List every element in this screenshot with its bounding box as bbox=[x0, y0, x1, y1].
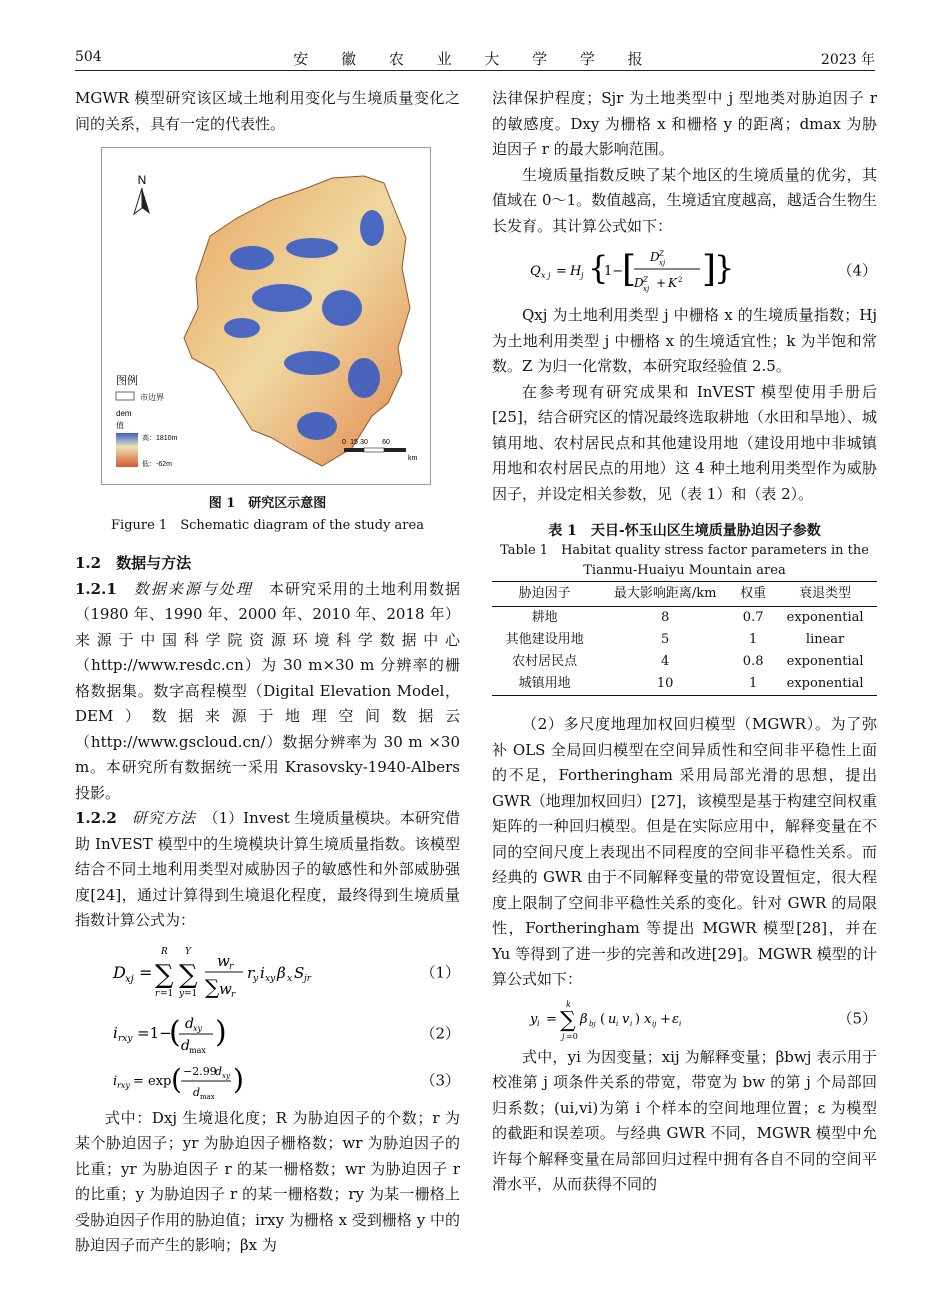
equation-1-formula bbox=[105, 938, 405, 1008]
svg-text:{: { bbox=[588, 249, 609, 287]
table-cell: 耕地 bbox=[531, 610, 558, 625]
table-cell: 城镇用地 bbox=[492, 673, 597, 696]
svg-text:D: D bbox=[113, 962, 126, 982]
table-caption-cn: 表 1 天目-怀玉山区生境质量胁迫因子参数 bbox=[548, 523, 821, 539]
subsection-1-2-2 bbox=[75, 806, 460, 934]
right-column bbox=[492, 86, 877, 1198]
scale-unit: km bbox=[408, 455, 418, 462]
table-cell: 10 bbox=[597, 673, 733, 696]
svg-text:]: ] bbox=[702, 249, 717, 290]
svg-text:d: d bbox=[215, 1064, 223, 1078]
svg-text:S: S bbox=[294, 963, 305, 982]
svg-text:}: } bbox=[714, 249, 735, 287]
paragraph: （1）Invest 生境质量模块。本研究借助 InVEST 模型中的生境模块计算生境质量指数。该模型结合不同土地利用类型对威胁因子的敏感性和外部威胁强度[24]，通过计算得到生境退化程度，最终得到生境质量指数计算公式为： bbox=[75, 809, 460, 929]
svg-text:jr: jr bbox=[304, 973, 312, 984]
svg-text:k: k bbox=[566, 999, 571, 1009]
paragraph: MGWR 模型研究该区域土地利用变化与生境质量变化之间的关系，具有一定的代表性。 bbox=[75, 89, 460, 133]
equation-number: （2） bbox=[420, 1023, 460, 1042]
svg-text:j: j bbox=[581, 271, 584, 280]
equation-5-formula bbox=[522, 997, 822, 1041]
svg-text:v: v bbox=[622, 1011, 630, 1027]
equation-number: （4） bbox=[837, 261, 877, 280]
svg-text:(: ( bbox=[171, 1062, 182, 1096]
year: 2023 年 bbox=[820, 52, 875, 68]
legend-value: 值 bbox=[116, 421, 124, 430]
svg-text:): ) bbox=[233, 1062, 244, 1096]
svg-text:=1: =1 bbox=[184, 988, 198, 999]
svg-text:xj: xj bbox=[643, 285, 650, 293]
paragraph: 在参考现有研究成果和 InVEST 模型使用手册后[25]，结合研究区的情况最终选取耕地（水田和旱地）、城镇用地、农村居民点和其他建设用地（建设用地中非城镇用地和农村居民点的用地）这 4 种土地利用类型作为威胁因子，并设定相关参数，见（表 1）和（表 2）。 bbox=[492, 382, 877, 503]
table-cell: exponential bbox=[773, 673, 877, 696]
svg-text:=: = bbox=[139, 962, 153, 982]
svg-text:=1: =1 bbox=[160, 988, 174, 999]
svg-text:D: D bbox=[650, 250, 660, 264]
svg-text:ij: ij bbox=[652, 1019, 657, 1028]
table-cell: exponential bbox=[786, 610, 864, 625]
svg-text:y: y bbox=[253, 973, 259, 984]
svg-text:d: d bbox=[181, 1037, 190, 1054]
svg-text:+: + bbox=[660, 1011, 671, 1027]
svg-text:xy: xy bbox=[265, 973, 276, 984]
svg-text:max: max bbox=[200, 1092, 215, 1101]
svg-text:R: R bbox=[161, 946, 168, 957]
table-cell: 5 bbox=[661, 632, 670, 647]
equation-4-formula bbox=[522, 243, 822, 299]
left-column bbox=[75, 86, 460, 1259]
svg-text:Z: Z bbox=[643, 276, 648, 284]
equation-3-formula bbox=[105, 1060, 405, 1102]
equation-number: （1） bbox=[420, 962, 460, 981]
paragraph: 生境质量指数反映了某个地区的生境质量的优劣，其值域在 0～1。数值越高，生境适宜度越高，越适合生物生长发育。其计算公式如下： bbox=[492, 165, 877, 235]
svg-text:i: i bbox=[537, 1018, 540, 1028]
legend-high: 高：1810m bbox=[142, 435, 178, 442]
svg-text:xy: xy bbox=[222, 1071, 230, 1080]
svg-text:β: β bbox=[277, 963, 286, 982]
equation-5 bbox=[492, 997, 877, 1041]
svg-text:i: i bbox=[616, 1019, 619, 1028]
svg-text:): ) bbox=[635, 1011, 641, 1027]
stress-factor-table bbox=[492, 581, 877, 696]
table-cell: 农村居民点 bbox=[512, 654, 578, 669]
scale-tick: 0 bbox=[342, 439, 346, 446]
svg-text:): ) bbox=[215, 1014, 227, 1050]
svg-text:(: ( bbox=[600, 1011, 606, 1027]
svg-text:x: x bbox=[644, 1011, 652, 1027]
scale-tick: 15 bbox=[350, 439, 358, 446]
svg-text:β: β bbox=[580, 1011, 588, 1027]
svg-text:ε: ε bbox=[672, 1011, 679, 1027]
equation-3 bbox=[75, 1060, 460, 1102]
svg-text:d: d bbox=[193, 1085, 201, 1099]
equation-2-formula bbox=[105, 1012, 405, 1056]
svg-text:xj: xj bbox=[659, 259, 666, 267]
legend-title: 图例 bbox=[116, 375, 138, 387]
svg-text:i: i bbox=[113, 1073, 118, 1089]
svg-text:Z: Z bbox=[659, 250, 664, 258]
table-cell: 1 bbox=[733, 673, 773, 696]
table-row bbox=[492, 629, 877, 651]
scale-bar bbox=[344, 448, 406, 452]
svg-text:=0: =0 bbox=[566, 1031, 578, 1041]
svg-text:u: u bbox=[608, 1011, 617, 1027]
svg-text:xj: xj bbox=[125, 973, 134, 985]
legend-dem: dem bbox=[116, 409, 132, 418]
table-cell: linear bbox=[805, 632, 845, 647]
table-header-row bbox=[492, 582, 877, 607]
equation-2 bbox=[75, 1012, 460, 1056]
svg-text:j: j bbox=[562, 1031, 565, 1041]
svg-text:max: max bbox=[189, 1045, 206, 1055]
svg-text:w: w bbox=[219, 979, 232, 998]
table-cell: 0.7 bbox=[742, 610, 764, 625]
subsection-1-2-1 bbox=[75, 577, 460, 807]
subsection-number: 1.2.1 bbox=[75, 579, 117, 598]
svg-text:Y: Y bbox=[185, 946, 191, 957]
table-row bbox=[492, 673, 877, 696]
table-row bbox=[492, 607, 877, 630]
table-cell: exponential bbox=[786, 654, 864, 669]
figure-caption-cn: 图 1 研究区示意图 bbox=[208, 496, 327, 511]
svg-text:r: r bbox=[229, 961, 234, 972]
svg-text:Q: Q bbox=[530, 264, 541, 279]
svg-text:∑: ∑ bbox=[155, 959, 174, 990]
svg-text:i: i bbox=[679, 1019, 682, 1028]
svg-text:i: i bbox=[113, 1023, 118, 1042]
svg-text:d: d bbox=[185, 1015, 194, 1032]
equation-number: （3） bbox=[420, 1070, 460, 1089]
subsection-title: 数据来源与处理 bbox=[133, 579, 253, 598]
svg-text:i: i bbox=[630, 1019, 633, 1028]
section-heading: 1.2 数据与方法 bbox=[75, 554, 192, 572]
legend-low: 低：-62m bbox=[142, 461, 172, 468]
svg-text:=: = bbox=[546, 1011, 557, 1027]
table-caption-en: Table 1 Habitat quality stress factor parameters in the Tianmu-Huaiyu Mountain area bbox=[500, 543, 869, 578]
running-header bbox=[75, 44, 875, 71]
paragraph: 本研究采用的土地利用数据（1980 年、1990 年、2000 年、2010 年、2018 年）来源于中国科学院资源环境科学数据中心（http://www.resdc.cn）为 30 m×30 m 分辨率的栅格数据集。数字高程模型（Digital Elevation Model，DEM）数据来源于地理空间数据云（http://www.gscloud.cn/）数据分辨率为 30 m ×30 m。本研究所有数据统一采用 Krasovsky-1940-Albers 投影。 bbox=[75, 579, 460, 802]
table-header: 胁迫因子 bbox=[492, 582, 597, 607]
svg-text:=1−: =1− bbox=[137, 1023, 172, 1042]
svg-text:x: x bbox=[287, 973, 293, 984]
table-header: 衰退类型 bbox=[773, 582, 877, 607]
figure-caption-en: Figure 1 Schematic diagram of the study area bbox=[111, 518, 424, 533]
boundary-swatch bbox=[116, 392, 134, 400]
north-arrow-icon bbox=[134, 188, 150, 214]
table-cell: 其他建设用地 bbox=[505, 632, 584, 647]
dem-color-ramp bbox=[116, 433, 138, 467]
table-header: 最大影响距离/km bbox=[597, 582, 733, 607]
study-area-map bbox=[101, 147, 431, 485]
table-1 bbox=[492, 521, 877, 696]
legend-boundary: 市边界 bbox=[140, 393, 164, 402]
svg-text:2: 2 bbox=[678, 276, 683, 284]
equation-4 bbox=[492, 243, 877, 299]
svg-text:∑: ∑ bbox=[205, 974, 220, 999]
paragraph: （2）多尺度地理加权回归模型（MGWR）。为了弥补 OLS 全局回归模型在空间异质性和空间非平稳性上面的不足，Fortheringham 采用局部光滑的思想，提出 GWR（地理加权回归）[27]，该模型是基于构建空间权重矩阵的一种回归模型。但是在实际应用中，解释变量在不同的空间尺度上表现出不同程度的空间非平稳性关系。而经典的 GWR 由于不同解释变量的带宽设置恒定，很大程度上限制了空间非平稳性关系的变化。针对 GWR 的局限性，Fortheringham 等提出 MGWR 模型[28]，并在 Yu 等得到了进一步的完善和改进[29]。MGWR 模型的计算公式如下： bbox=[492, 715, 877, 988]
subsection-title: 研究方法 bbox=[131, 809, 196, 827]
svg-text:y: y bbox=[179, 988, 185, 999]
svg-text:y: y bbox=[530, 1011, 538, 1027]
map-graphic bbox=[102, 148, 430, 484]
svg-text:∑: ∑ bbox=[179, 959, 198, 990]
north-label: N bbox=[137, 173, 147, 187]
journal-title: 安 徽 农 业 大 学 学 报 bbox=[293, 50, 657, 68]
table-cell: 4 bbox=[661, 654, 670, 669]
table-cell: 8 bbox=[661, 610, 670, 625]
svg-text:−2.99: −2.99 bbox=[183, 1064, 217, 1078]
paragraph: 法律保护程度；Sjr 为土地类型中 j 型地类对胁迫因子 r 的敏感度。Dxy 为栅格 x 和栅格 y 的距离；dmax 为胁迫因子 r 的最大影响范围。 bbox=[492, 89, 877, 158]
table-row bbox=[492, 651, 877, 673]
table-cell: 0.8 bbox=[742, 654, 764, 669]
svg-text:D: D bbox=[634, 276, 644, 290]
svg-text:=: = bbox=[556, 264, 567, 279]
svg-text:x j: x j bbox=[541, 271, 551, 280]
svg-text:K: K bbox=[668, 276, 677, 290]
svg-text:= exp: = exp bbox=[133, 1073, 172, 1089]
page-number: 504 bbox=[75, 49, 102, 65]
scale-tick: 60 bbox=[382, 439, 390, 446]
paragraph: Qxj 为土地利用类型 j 中栅格 x 的生境质量指数；Hj 为土地利用类型 j 中栅格 x 的生境适宜性；k 为半饱和常数。Z 为归一化常数，本研究取经验值 2.5。 bbox=[492, 306, 877, 375]
svg-text:rxy: rxy bbox=[118, 1033, 133, 1044]
svg-text:xy: xy bbox=[193, 1023, 203, 1033]
equation-number: （5） bbox=[837, 1008, 877, 1027]
svg-text:∑: ∑ bbox=[560, 1007, 576, 1033]
svg-text:rxy: rxy bbox=[117, 1080, 130, 1090]
svg-text:[: [ bbox=[622, 249, 637, 290]
paragraph: 式中，yi 为因变量；xij 为解释变量；βbwj 表示用于校准第 j 项条件关系的带宽，带宽为 bw 的第 j 个局部回归系数；(ui,vi)为第 i 个样本的空间地理位置；ε 为模型的截距和误差项。与经典 GWR 不同，MGWR 模型中允许每个解释变量在局部回归过程中拥有各自不同的空间平滑水平，从而获得不同的 bbox=[492, 1047, 877, 1193]
svg-text:(: ( bbox=[169, 1014, 181, 1050]
table-cell: 1 bbox=[749, 632, 758, 647]
svg-text:r: r bbox=[247, 963, 255, 982]
svg-text:+: + bbox=[656, 276, 667, 290]
svg-text:r: r bbox=[231, 989, 236, 1000]
equation-1 bbox=[75, 938, 460, 1008]
subsection-number: 1.2.2 bbox=[75, 809, 117, 827]
variable-explanation: 式中：Dxj 生境退化度；R 为胁迫因子的个数；r 为某个胁迫因子；yr 为胁迫因子栅格数；wr 为胁迫因子的比重；yr 为胁迫因子 r 的某一栅格数；wr 为胁迫因子 r 的比重；y 为胁迫因子 r 的某一栅格数；ry 为某一栅格上受胁迫因子作用的胁迫值；irxy 为栅格 x 受到栅格 y 中的胁迫因子而产生的影响；βx 为 bbox=[75, 1108, 460, 1254]
svg-text:H: H bbox=[570, 264, 582, 279]
table-header: 权重 bbox=[733, 582, 773, 607]
svg-text:1−: 1− bbox=[604, 264, 624, 279]
scale-tick: 30 bbox=[360, 439, 368, 446]
svg-text:bj: bj bbox=[589, 1019, 596, 1028]
svg-text:r: r bbox=[155, 988, 160, 999]
svg-text:w: w bbox=[217, 951, 230, 970]
svg-text:i: i bbox=[260, 963, 265, 982]
